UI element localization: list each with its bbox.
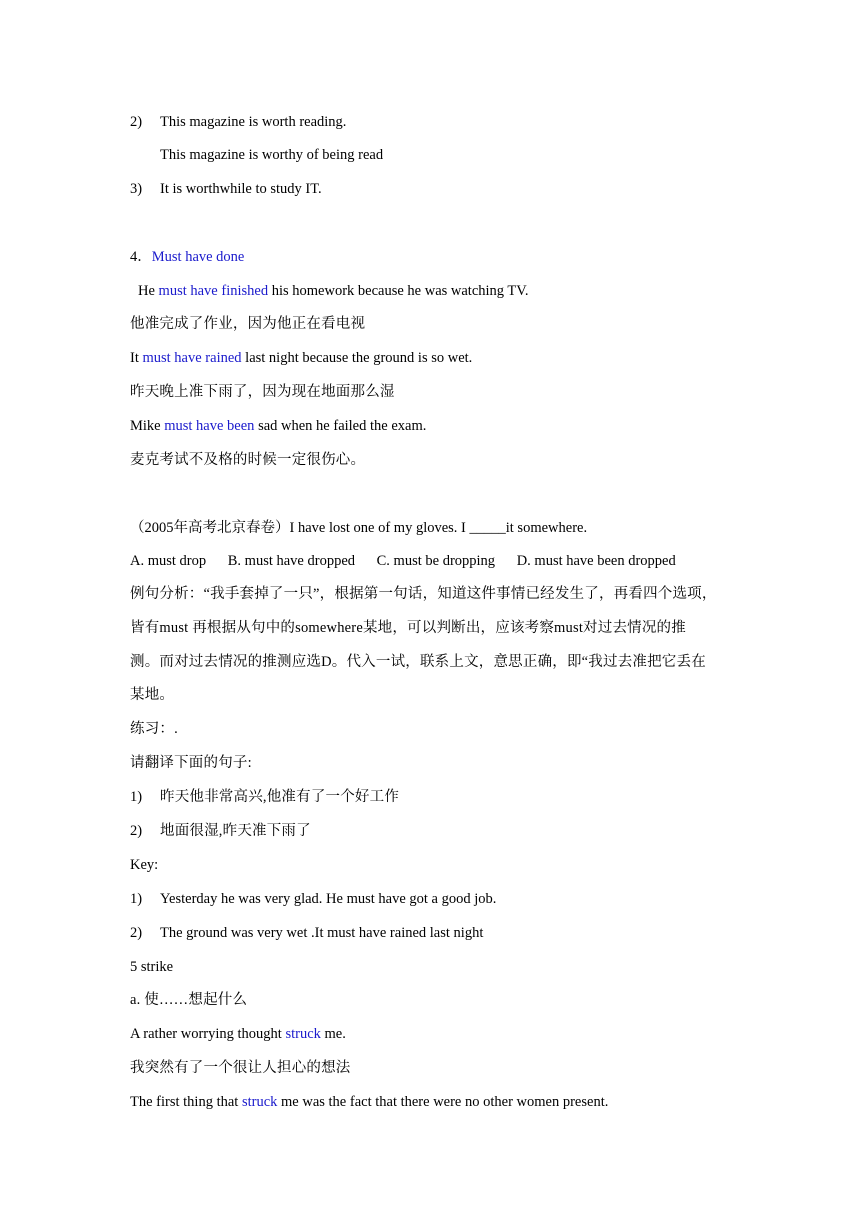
analysis-line: 例句分析：“我手套掉了一只”，根据第一句话，知道这件事情已经发生了，再看四个选项， xyxy=(130,586,717,602)
highlight-phrase: struck xyxy=(285,1026,321,1042)
example-text: He xyxy=(138,283,159,299)
list-text: The ground was very wet .It must have rained last night xyxy=(160,925,484,941)
example-text: It xyxy=(130,350,143,366)
list-text: This magazine is worth reading. xyxy=(160,114,347,130)
list-text: Yesterday he was very glad. He must have got a good job. xyxy=(160,891,497,907)
highlight-phrase: must have rained xyxy=(142,350,242,366)
option-a: A. must drop xyxy=(130,553,207,569)
answer-options xyxy=(130,551,676,571)
section-heading: 5 strike xyxy=(130,959,174,975)
list-item xyxy=(130,787,399,807)
list-number: 2) xyxy=(130,114,143,130)
list-item xyxy=(130,179,322,199)
list-number: 2) xyxy=(130,925,143,941)
analysis-line: 测。而对过去情况的推测应选D。代入一试，联系上文，意思正确，即“我过去准把它丢在 xyxy=(130,654,706,670)
example-sentence xyxy=(130,348,472,368)
highlight-phrase: struck xyxy=(241,1094,278,1110)
section-heading xyxy=(130,247,244,267)
practice-instruction: 请翻译下面的句子: xyxy=(130,755,252,771)
list-text: 地面很湿,昨天准下雨了 xyxy=(160,823,311,839)
list-number: 3) xyxy=(130,181,143,197)
list-item xyxy=(130,923,483,943)
list-number: 2) xyxy=(130,823,143,839)
example-text: sad when he failed the exam. xyxy=(254,418,427,434)
list-text: 昨天他非常高兴,他准有了一个好工作 xyxy=(160,789,400,805)
option-b: B. must have dropped xyxy=(227,553,356,569)
example-sentence xyxy=(130,1092,608,1112)
translation: 昨天晚上准下雨了，因为现在地面那么湿 xyxy=(130,384,395,400)
example-text: A rather worrying thought xyxy=(130,1026,286,1042)
list-number: 1) xyxy=(130,789,143,805)
example-text: The first thing that xyxy=(130,1094,242,1110)
list-item xyxy=(130,889,496,909)
exam-question: （2005年高考北京春卷）I have lost one of my gloves. I _____it somewhere. xyxy=(130,520,588,536)
key-label: Key: xyxy=(130,857,159,873)
list-item xyxy=(130,821,311,841)
option-c: C. must be dropping xyxy=(376,553,496,569)
example-text: last night because the ground is so wet. xyxy=(241,350,473,366)
highlight-phrase: must have finished xyxy=(158,283,269,299)
translation: 麦克考试不及格的时候一定很伤心。 xyxy=(130,452,366,468)
analysis-line: 皆有must 再根据从句中的somewhere某地，可以判断出，应该考察must对过去情况的推 xyxy=(130,620,686,636)
highlight-phrase: must have been xyxy=(164,418,255,434)
section-number: 4． xyxy=(130,249,152,265)
option-d: D. must have been dropped xyxy=(516,553,676,569)
translation: 我突然有了一个很让人担心的想法 xyxy=(130,1060,351,1076)
list-text: It is worthwhile to study IT. xyxy=(160,181,322,197)
example-text: his homework because he was watching TV. xyxy=(268,283,529,299)
example-text: me. xyxy=(320,1026,346,1042)
practice-title: 练习：. xyxy=(130,721,178,737)
analysis-line: 某地。 xyxy=(130,687,175,703)
example-text: Mike xyxy=(130,418,165,434)
example-sentence xyxy=(130,416,426,436)
example-sentence xyxy=(130,1024,346,1044)
example-sentence xyxy=(138,281,529,301)
list-item xyxy=(130,112,346,132)
list-item-continuation: This magazine is worthy of being read xyxy=(160,147,384,163)
translation: 他准完成了作业，因为他正在看电视 xyxy=(130,316,366,332)
list-number: 1) xyxy=(130,891,143,907)
section-title: Must have done xyxy=(151,249,245,265)
example-text: me was the fact that there were no other women present. xyxy=(277,1094,609,1110)
subsection-label: a. 使……想起什么 xyxy=(130,992,248,1008)
